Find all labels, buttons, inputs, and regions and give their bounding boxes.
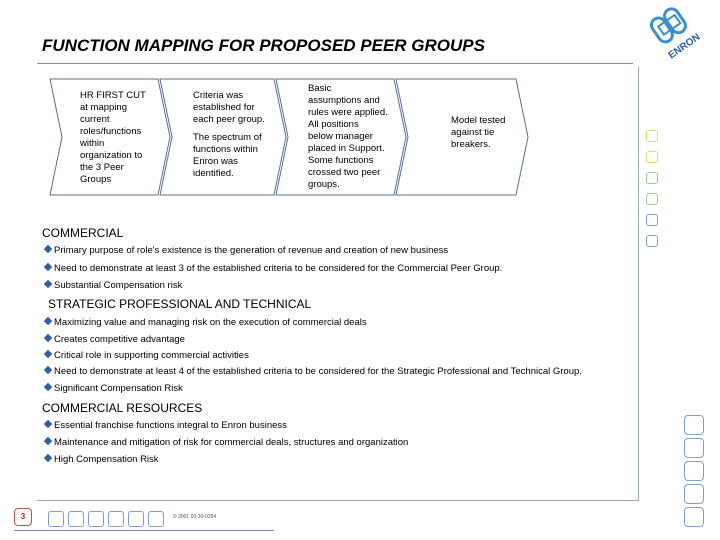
process-step-2-text: Criteria was established for each peer group. The spectrum of functions within Enron was identified. xyxy=(193,90,265,179)
square-icon xyxy=(148,511,164,527)
square-icon xyxy=(684,415,704,435)
square-icon xyxy=(684,507,704,527)
page-number: 3 xyxy=(14,508,32,526)
list-item: Need to demonstrate at least 4 of the established criteria to be considered for the Strategic Professional and Technical Group. xyxy=(45,366,582,377)
square-icon xyxy=(684,461,704,481)
list-item: Need to demonstrate at least 3 of the established criteria to be considered for the Commercial Peer Group. xyxy=(45,263,502,274)
side-decoration xyxy=(646,130,660,256)
title-divider xyxy=(37,63,633,64)
right-decoration xyxy=(684,415,708,530)
square-icon xyxy=(646,172,658,184)
square-icon xyxy=(646,214,658,226)
list-item: Primary purpose of role's existence is the generation of revenue and creation of new business xyxy=(45,245,448,256)
list-item: Creates competitive advantage xyxy=(45,334,185,345)
list-item: High Compensation Risk xyxy=(45,454,159,465)
grid-icon xyxy=(48,511,64,527)
diamond-bullet-icon xyxy=(44,280,52,288)
square-icon xyxy=(68,511,84,527)
square-icon xyxy=(646,235,658,247)
square-icon xyxy=(88,511,104,527)
footer-divider xyxy=(14,530,274,531)
list-item: Critical role in supporting commercial activities xyxy=(45,350,249,361)
copyright-text: © 2001 03-30-0354 xyxy=(173,514,217,520)
process-step-3-text: Basic assumptions and rules were applied. All positions below manager placed in Support. Some functions crossed two peer groups. xyxy=(308,83,388,190)
list-item: Maximizing value and managing risk on the execution of commercial deals xyxy=(45,317,367,328)
list-item: Significant Compensation Risk xyxy=(45,383,183,394)
diamond-bullet-icon xyxy=(44,437,52,445)
list-item: Essential franchise functions integral to Enron business xyxy=(45,420,287,431)
square-icon xyxy=(646,193,658,205)
square-icon xyxy=(684,484,704,504)
list-item: Maintenance and mitigation of risk for commercial deals, structures and organization xyxy=(45,437,408,448)
logo-text: ENRON xyxy=(666,31,703,62)
square-icon xyxy=(128,511,144,527)
list-item: Substantial Compensation risk xyxy=(45,280,182,291)
diamond-bullet-icon xyxy=(44,263,52,271)
section-heading-strategic: STRATEGIC PROFESSIONAL AND TECHNICAL xyxy=(48,297,312,311)
square-icon xyxy=(646,151,658,163)
diamond-bullet-icon xyxy=(44,366,52,374)
diamond-bullet-icon xyxy=(44,383,52,391)
diamond-bullet-icon xyxy=(44,334,52,342)
square-icon xyxy=(646,130,658,142)
diamond-bullet-icon xyxy=(44,245,52,253)
section-heading-commercial: COMMERCIAL xyxy=(42,226,124,240)
square-icon xyxy=(108,511,124,527)
enron-logo-icon xyxy=(645,4,705,62)
diamond-bullet-icon xyxy=(44,317,52,325)
square-icon xyxy=(684,438,704,458)
process-step-1-text: HR FIRST CUT at mapping current roles/functions within organization to the 3 Peer Groups xyxy=(80,90,146,185)
page-title: FUNCTION MAPPING FOR PROPOSED PEER GROUPS xyxy=(42,36,485,55)
diamond-bullet-icon xyxy=(44,454,52,462)
section-heading-commercial-resources: COMMERCIAL RESOURCES xyxy=(42,401,203,415)
process-step-4-text: Model tested against tie breakers. xyxy=(451,115,506,150)
diamond-bullet-icon xyxy=(44,350,52,358)
diamond-bullet-icon xyxy=(44,420,52,428)
